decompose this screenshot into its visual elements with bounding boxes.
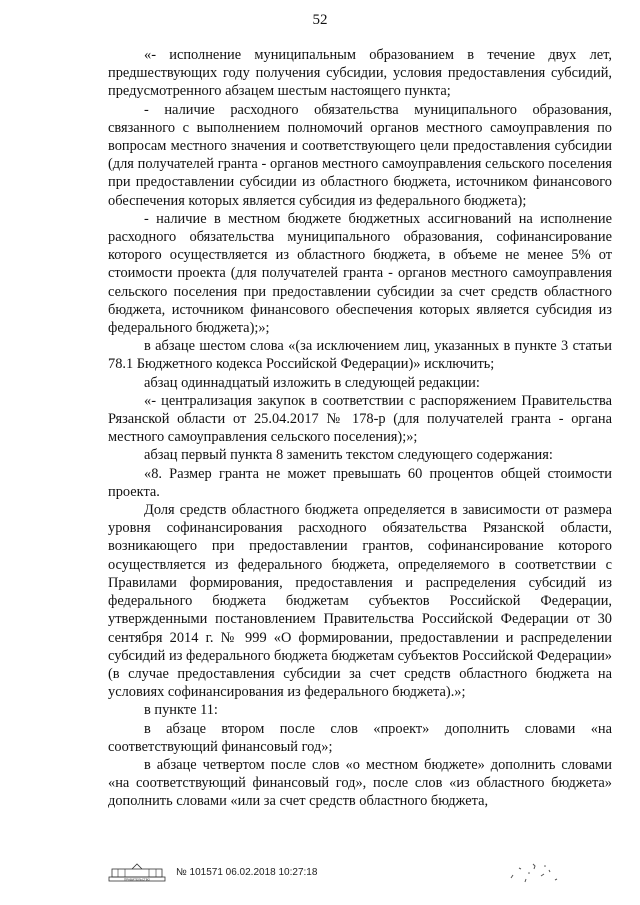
- paragraph-2: - наличие расходного обязательства муниципального образования, связанного с выполнением полномочий органов местного самоуправления по вопросам местного значения и соответствующего цели предоставления субсидии (для получателей гранта - органов местного самоуправления сельского поселения при предоставлении субсидии из областного бюджета, источником финансового обеспечения которых является субсидия из федерального бюджета);: [108, 101, 612, 209]
- paragraph-5: абзац одиннадцатый изложить в следующей редакции:: [144, 374, 480, 391]
- paragraph-1: «- исполнение муниципальным образованием в течение двух лет, предшествующих году получения субсидии, условия предоставления субсидий, предусмотренного абзацем шестым настоящего пункта;: [108, 47, 612, 100]
- handwritten-mark-icon: [505, 858, 565, 888]
- paragraph-9: Доля средств областного бюджета определяется в зависимости от размера уровня софинансирования расходного обязательства Рязанской области, возникающего при предоставлении грантов, софинансирование которого осуществляется из федерального бюджета, определяемого в соответствии с Правилами формирования, предоставления и распределения субсидий из федерального бюджета бюджетам субъектов Российской Федерации, утвержденными постановлением Правительства Российской Федерации от 30 сентября 2014 г. № 999 «О формировании, предоставлении и распределении субсидий из федерального бюджета бюджетам субъектов Российской Федерации» (в случае предоставления субсидии за счет средств областного бюджета на условиях софинансирования из федерального бюджета).»;: [108, 502, 612, 701]
- paragraph-12: в абзаце четвертом после слов «о местном бюджете» дополнить словами «на соответствующий финансовый год», после слов «из областного бюджета» дополнить словами «или за счет средств областного бюджета,: [108, 756, 612, 810]
- page-number: 52: [312, 12, 328, 28]
- document-body: [108, 46, 612, 811]
- paragraph-4: в абзаце шестом слова «(за исключением лиц, указанных в пункте 3 статьи 78.1 Бюджетного кодекса Российской Федерации)» исключить;: [108, 338, 612, 373]
- seal-text: ПРАВИТЕЛЬСТВО: [124, 877, 150, 882]
- document-stamp: № 101571 06.02.2018 10:27:18: [176, 866, 318, 878]
- paragraph-7: абзац первый пункта 8 заменить текстом следующего содержания:: [144, 447, 553, 464]
- paragraph-8: «8. Размер гранта не может превышать 60 процентов общей стоимости проекта.: [108, 465, 612, 500]
- document-footer: [108, 860, 317, 884]
- government-seal-icon: [108, 862, 166, 882]
- paragraph-11: в абзаце втором после слов «проект» дополнить словами «на соответствующий финансовый год»;: [108, 720, 612, 755]
- paragraph-3: - наличие в местном бюджете бюджетных ассигнований на исполнение расходного обязательства муниципального образования, софинансирование которого осуществляется из областного бюджета, в объеме не менее 5% от стоимости проекта (для получателей гранта - органов местного самоуправления сельского поселения при предоставлении субсидии за счет средств областного бюджета, источником финансового обеспечения которых является субсидия из федерального бюджета);»;: [108, 210, 612, 337]
- paragraph-10: в пункте 11:: [144, 702, 218, 719]
- paragraph-6: «- централизация закупок в соответствии с распоряжением Правительства Рязанской области от 25.04.2017 № 178-р (для получателей гранта - органа местного самоуправления сельского поселения);»;: [108, 392, 612, 446]
